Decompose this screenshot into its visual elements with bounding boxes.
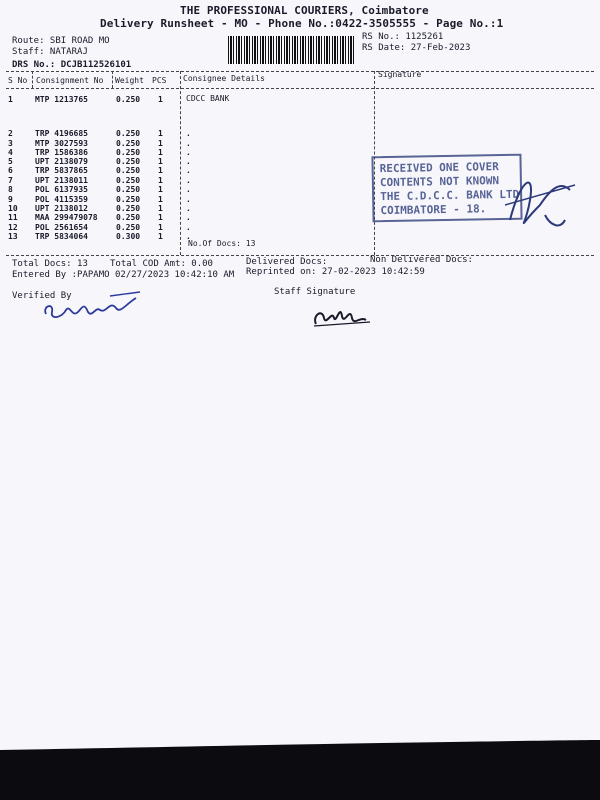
stamp-line: THE C.D.C.C. BANK LTD <box>380 187 520 204</box>
stamp-line: RECEIVED ONE COVER <box>379 160 499 176</box>
cell-consignment: TRP 1586386 <box>35 148 88 157</box>
cell-sno: 8 <box>8 185 13 194</box>
staff-signature-label: Staff Signature <box>274 287 356 297</box>
cell-pcs: 1 <box>158 157 163 166</box>
cell-consignee: . <box>186 195 191 204</box>
cell-weight: 0.300 <box>116 232 141 241</box>
cell-pcs: 1 <box>158 232 163 241</box>
route-label: Route: SBI ROAD MO <box>12 36 110 46</box>
staff-signature <box>308 296 378 336</box>
cell-sno: 13 <box>8 232 18 241</box>
col-header-consignee: Consignee Details <box>183 74 265 83</box>
cell-consignee: . <box>186 213 191 222</box>
cell-sno: 11 <box>8 213 18 222</box>
cell-consignment: TRP 4196685 <box>35 129 88 138</box>
cell-consignee: . <box>186 157 191 166</box>
cell-pcs: 1 <box>158 148 163 157</box>
cell-pcs: 1 <box>158 166 163 175</box>
cell-pcs: 1 <box>158 223 163 232</box>
cell-weight: 0.250 <box>116 139 141 148</box>
cell-pcs: 1 <box>158 213 163 222</box>
col-header-consignment: Consignment No <box>36 76 104 85</box>
cell-consignee: . <box>186 204 191 213</box>
cell-consignee: . <box>186 176 191 185</box>
cell-consignee: . <box>186 232 191 241</box>
barcode-image <box>228 36 356 64</box>
cell-weight: 0.250 <box>116 176 141 185</box>
cell-sno: 9 <box>8 195 13 204</box>
col-header-pcs: PCS <box>152 76 167 85</box>
cell-pcs: 1 <box>158 129 163 138</box>
cell-sno: 2 <box>8 129 13 138</box>
total-cod: Total COD Amt: 0.00 <box>110 259 213 269</box>
cell-weight: 0.250 <box>116 95 141 104</box>
verified-signature <box>40 288 150 328</box>
cell-weight: 0.250 <box>116 157 141 166</box>
col-header-signature: Signature <box>378 70 422 79</box>
cell-pcs: 1 <box>158 176 163 185</box>
delivered-docs: Delivered Docs: <box>246 257 328 267</box>
cell-consignment: MAA 299479078 <box>35 213 98 222</box>
scan-dark-edge <box>0 740 600 800</box>
cell-consignee: . <box>186 139 191 148</box>
cell-pcs: 1 <box>158 95 163 104</box>
cell-sno: 7 <box>8 176 13 185</box>
cell-consignee: . <box>186 148 191 157</box>
cell-sno: 5 <box>8 157 13 166</box>
total-docs: Total Docs: 13 <box>12 259 88 269</box>
cell-pcs: 1 <box>158 139 163 148</box>
stamp-line: CONTENTS NOT KNOWN <box>379 174 500 190</box>
cell-consignment: MTP 3027593 <box>35 139 88 148</box>
cell-consignment: TRP 5837865 <box>35 166 88 175</box>
cell-weight: 0.250 <box>116 223 141 232</box>
cell-consignment: UPT 2138012 <box>35 204 88 213</box>
cell-sno: 10 <box>8 204 18 213</box>
cell-sno: 1 <box>8 95 13 104</box>
col-divider <box>112 71 113 88</box>
cell-consignment: MTP 1213765 <box>35 95 88 104</box>
rs-date: RS Date: 27-Feb-2023 <box>362 43 471 53</box>
staff-label: Staff: NATARAJ <box>12 47 88 57</box>
cell-consignment: UPT 2138011 <box>35 176 88 185</box>
drs-number: DRS No.: DCJB112526101 <box>12 60 132 70</box>
signature-scribble-stamp <box>490 160 580 240</box>
cell-weight: 0.250 <box>116 185 141 194</box>
stamp-line: COIMBATORE - 18. <box>380 202 487 218</box>
company-title: THE PROFESSIONAL COURIERS, Coimbatore <box>180 4 429 17</box>
cell-sno: 6 <box>8 166 13 175</box>
cell-sno: 3 <box>8 139 13 148</box>
cell-consignment: UPT 2138079 <box>35 157 88 166</box>
table-top-rule <box>6 71 594 72</box>
rs-number: RS No.: 1125261 <box>362 32 444 42</box>
runsheet-title: Delivery Runsheet - MO - Phone No.:0422-3505555 - Page No.:1 <box>100 17 504 30</box>
table-bottom-rule <box>6 255 594 256</box>
cell-consignee: . <box>186 129 191 138</box>
no-of-docs: No.Of Docs: 13 <box>188 239 256 248</box>
cell-consignment: TRP 5834064 <box>35 232 88 241</box>
non-delivered-docs: Non Delivered Docs: <box>370 255 473 265</box>
cell-consignee: . <box>186 166 191 175</box>
cell-consignee: . <box>186 185 191 194</box>
cell-consignment: POL 4115359 <box>35 195 88 204</box>
entered-by: Entered By :PAPAMO 02/27/2023 10:42:10 AM <box>12 270 235 280</box>
reprinted-on: Reprinted on: 27-02-2023 10:42:59 <box>246 267 425 277</box>
cell-consignment: POL 6137935 <box>35 185 88 194</box>
cell-sno: 4 <box>8 148 13 157</box>
cell-consignee: . <box>186 223 191 232</box>
cell-weight: 0.250 <box>116 204 141 213</box>
cell-consignee: CDCC BANK <box>186 94 230 103</box>
cell-weight: 0.250 <box>116 213 141 222</box>
cell-sno: 12 <box>8 223 18 232</box>
cell-weight: 0.250 <box>116 129 141 138</box>
verified-by-label: Verified By <box>12 291 72 301</box>
cell-pcs: 1 <box>158 185 163 194</box>
cell-weight: 0.250 <box>116 195 141 204</box>
col-header-sno: S No <box>8 76 28 85</box>
cell-consignment: POL 2561654 <box>35 223 88 232</box>
cell-weight: 0.250 <box>116 166 141 175</box>
table-header-rule <box>6 88 594 89</box>
col-divider <box>180 71 181 255</box>
cell-pcs: 1 <box>158 195 163 204</box>
col-divider <box>32 71 33 88</box>
cell-pcs: 1 <box>158 204 163 213</box>
cell-weight: 0.250 <box>116 148 141 157</box>
col-header-weight: Weight <box>115 76 144 85</box>
